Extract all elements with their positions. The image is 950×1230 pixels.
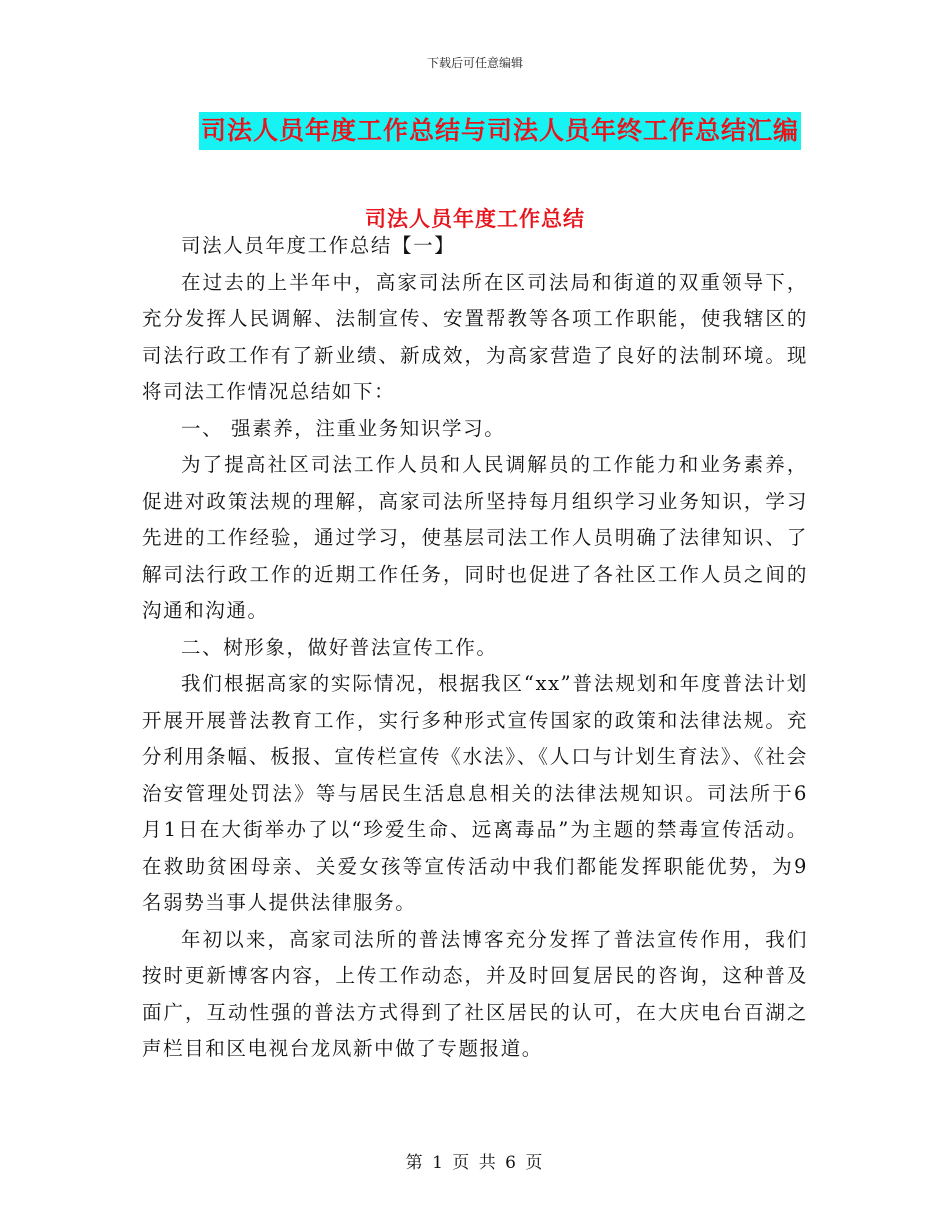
- main-title: 司法人员年度工作总结与司法人员年终工作总结汇编: [199, 112, 801, 150]
- paragraph-blog: 年初以来，高家司法所的普法博客充分发挥了普法宣传作用，我们按时更新博客内容，上传工作动态，并及时回复居民的咨询，这种普及面广，互动性强的普法方式得到了社区居民的认可，在大庆电台百湖之声栏目和区电视台龙凤新中做了专题报道。: [142, 927, 808, 1060]
- page-footer: 第 1 页 共 6 页: [405, 1153, 545, 1173]
- paragraph-intro: 在过去的上半年中，高家司法所在区司法局和街道的双重领导下，充分发挥人民调解、法制宣传、安置帮教等各项工作职能，使我辖区的司法行政工作有了新业绩、新成效，为高家营造了良好的法制环境。现将司法工作情况总结如下：: [142, 270, 808, 403]
- paragraph-section-one-heading: 一、 强素养，注重业务知识学习。: [181, 416, 506, 440]
- document-body: [142, 222, 808, 1068]
- paragraph-heading-one: 司法人员年度工作总结【一】: [181, 234, 456, 257]
- paragraph-legal-education: 我们根据高家的实际情况，根据我区“xx”普法规划和年度普法计划开展开展普法教育工作，实行多种形式宣传国家的政策和法律法规。充分利用条幅、板报、宣传栏宣传《水法》、《人口与计划生育法》、《社会治安管理处罚法》等与居民生活息息相关的法律法规知识。司法所于6月1日在大街举办了以“珍爱生命、远离毒品”为主题的禁毒宣传活动。在救助贫困母亲、关爱女孩等宣传活动中我们都能发挥职能优势，为9名弱势当事人提供法律服务。: [142, 672, 808, 914]
- section-title: 司法人员年度工作总结: [365, 207, 585, 231]
- paragraph-section-two-heading: 二、树形象，做好普法宣传工作。: [181, 635, 498, 659]
- header-note: 下载后可任意编辑: [426, 56, 523, 70]
- main-title-wrap: [0, 112, 950, 150]
- paragraph-study: 为了提高社区司法工作人员和人民调解员的工作能力和业务素养，促进对政策法规的理解，高家司法所坚持每月组织学习业务知识，学习先进的工作经验，通过学习，使基层司法工作人员明确了法律知识、了解司法行政工作的近期工作任务，同时也促进了各社区工作人员之间的沟通和沟通。: [142, 453, 808, 622]
